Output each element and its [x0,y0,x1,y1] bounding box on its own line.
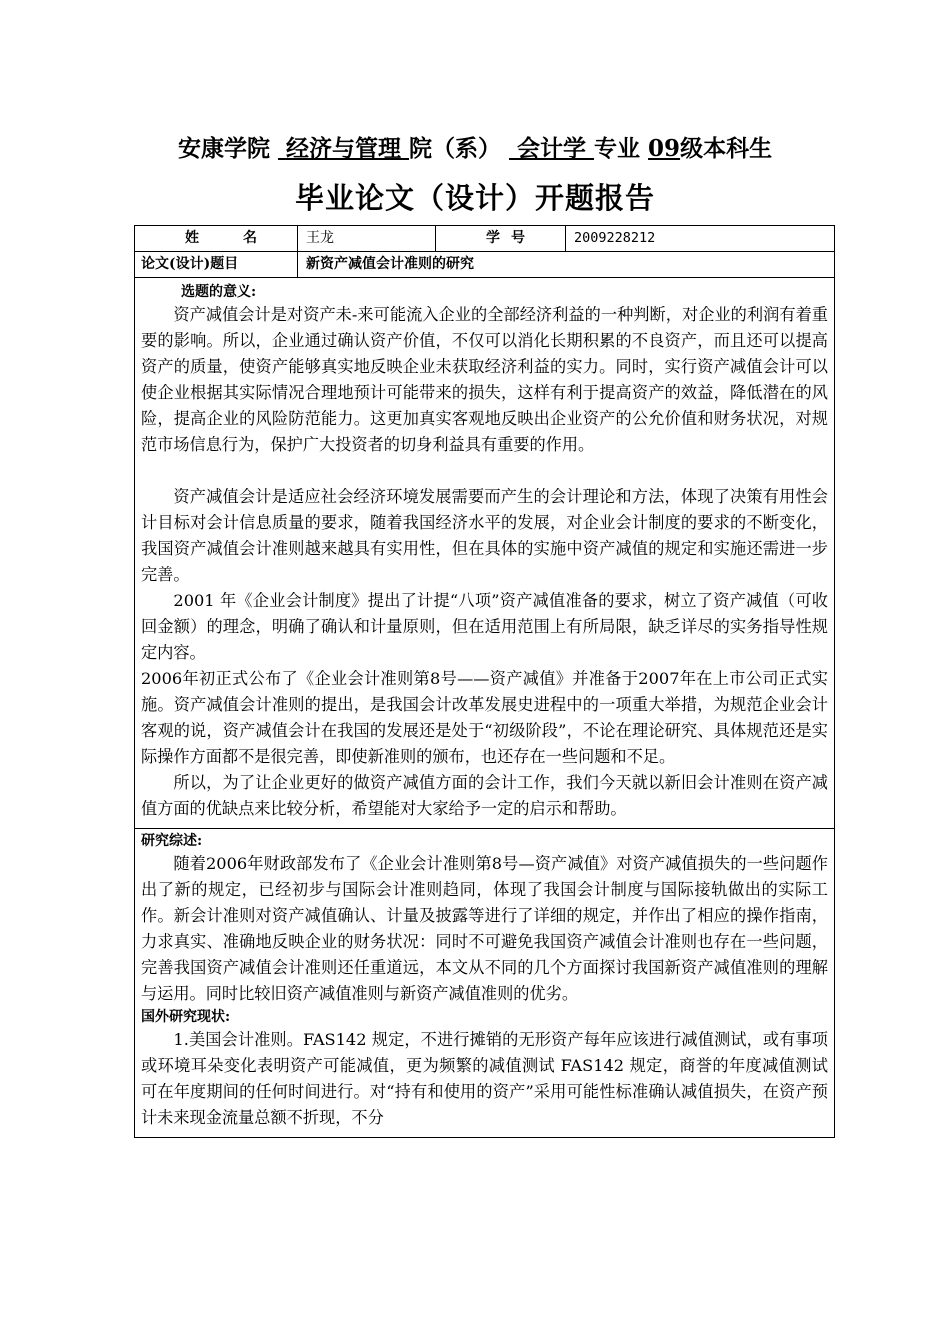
student-id-label-cell: 学 号 [436,226,566,252]
school-name: 安康学院 [177,135,270,162]
grade-year: 09 [648,135,681,162]
review-paragraph: 随着2006年财政部发布了《企业会计准则第8号—资产减值》对资产减值损失的一些问题作出了新的规定，已经初步与国际会计准则趋同，体现了我国会计制度与国际接轨做出的实际工作。新会计准则对资产减值确认、计量及披露等进行了详细的规定，并作出了相应的操作指南，力求真实、准确地反映企业的财务状况：同时不可避免我国资产减值会计准则也存在一些问题，完善我国资产减值会计准则还任重道远，本文从不同的几个方面探讨我国新资产减值准则的理解与运用。同时比较旧资产减值准则与新资产减值准则的优劣。 [141,854,828,1003]
significance-paragraph-1: 资产减值会计是对资产未-来可能流入企业的全部经济利益的一种判断，对企业的利润有着重要的影响。所以，企业通过确认资产价值，不仅可以消化长期积累的不良资产，而且还可以提高资产的质量，使资产能够真实地反映企业未获取经济利益的实力。同时，实行资产减值会计可以使企业根据其实际情况合理地预计可能带来的损失，这样有利于提高资产的效益，降低潜在的风险，提高企业的风险防范能力。这更加真实客观地反映出企业资产的公允价值和财务状况，对规范市场信息行为，保护广大投资者的切身利益具有重要的作用。 [141,305,828,454]
paragraph-spacer [141,458,828,484]
topic-row [135,252,835,278]
review-heading: 研究综述: [141,833,203,849]
name-label-cell: 姓 名 [135,226,298,252]
department-suffix: 院（系） [408,135,501,162]
significance-row [135,278,835,829]
significance-paragraph-5: 所以，为了让企业更好的做资产减值方面的会计工作，我们今天就以新旧会计准则在资产减值方面的优缺点来比较分析，希望能对大家给予一定的启示和帮助。 [141,773,828,818]
research-review-section [135,829,835,1138]
major-name: 会计学 [517,135,587,162]
report-title: 毕业论文（设计）开题报告 [294,181,655,215]
review-row [135,829,835,1138]
significance-paragraph-4: 2006年初正式公布了《企业会计准则第8号——资产减值》并准备于2007年在上市公司正式实施。资产减值会计准则的提出，是我国会计改革发展史进程中的一项重大举措，为规范企业会计客观的说，资产减值会计在我国的发展还是处于“初级阶段”，不论在理论研究、具体规范还是实际操作方面都不是很完善，即使新准则的颁布，也还存在一些问题和不足。 [141,669,828,766]
foreign-research-paragraph: 1.美国会计准则。FAS142 规定，不进行摊销的无形资产每年应该进行减值测试，或有事项或环境耳朵变化表明资产可能减值，更为频繁的减值测试 FAS142 规定，商誉的年度减值测试可在年度期间的任何时间进行。对“持有和使用的资产”采用可能性标准确认减值损失，在资产预计未来现金流量总额不折现，不分 [141,1030,828,1127]
topic-label: 论文(设计)题目 [135,252,298,278]
significance-paragraph-3: 2001 年《企业会计制度》提出了计提“八项”资产减值准备的要求，树立了资产减值（可收回金额）的理念，明确了确认和计量原则，但在适用范围上有所局限，缺乏详尽的实务指导性规定内容。 [141,591,828,662]
student-id-value: 2009228212 [566,226,835,252]
significance-paragraph-2: 资产减值会计是适应社会经济环境发展需要而产生的会计理论和方法，体现了决策有用性会计目标对会计信息质量的要求，随着我国经济水平的发展，对企业会计制度的要求的不断变化，我国资产减值会计准则越来越具有实用性，但在具体的实施中资产减值的规定和实施还需进一步完善。 [141,487,828,584]
proposal-form-table [134,225,835,1138]
report-header [0,133,950,165]
significance-heading: 选题的意义: [181,284,257,300]
student-info-row [135,226,835,252]
topic-value: 新资产减值会计准则的研究 [298,252,835,278]
major-suffix: 专业 [594,135,641,162]
grade-suffix: 级本科生 [680,135,773,162]
significance-section [135,278,835,829]
department-name: 经济与管理 [285,135,401,162]
foreign-research-heading: 国外研究现状: [141,1009,231,1025]
name-value: 王龙 [298,226,436,252]
